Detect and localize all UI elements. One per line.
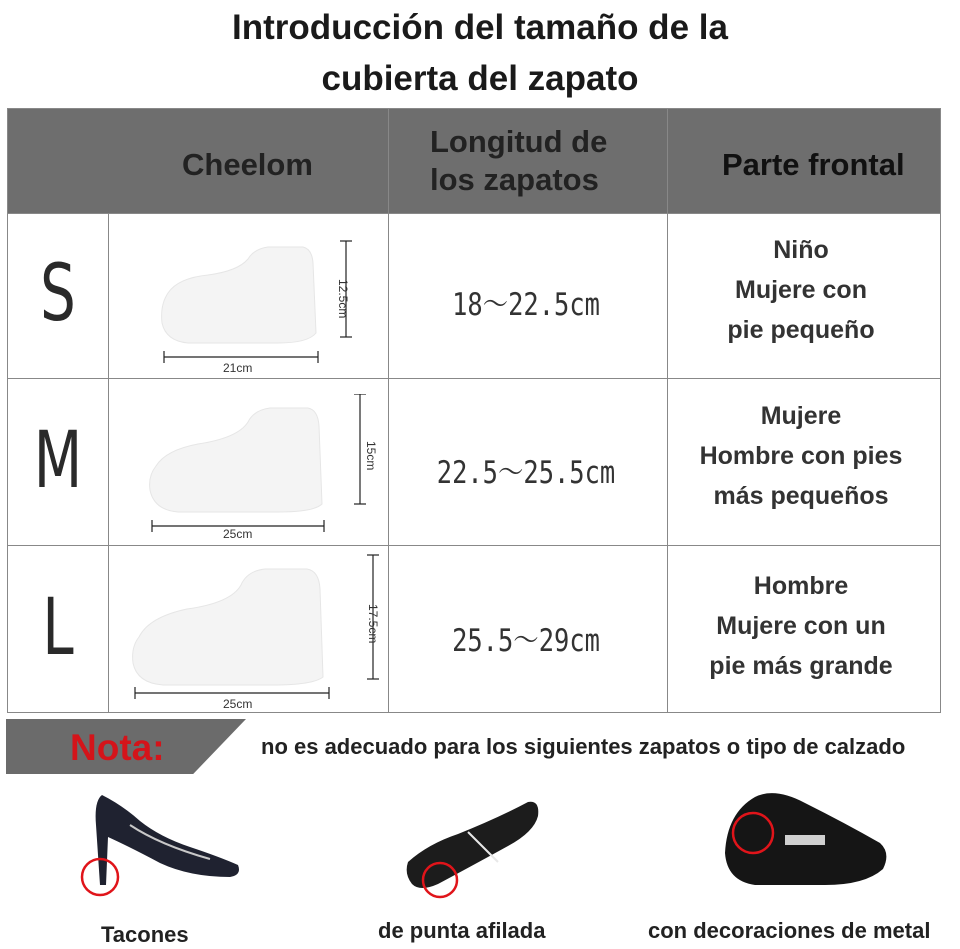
length-m: 22.5～25.5cm <box>436 455 616 491</box>
front-s-line-1: Niño <box>773 236 829 264</box>
high-heel-shoe-icon <box>70 785 260 905</box>
page-title <box>0 2 960 104</box>
caption-metal: con decoraciones de metal <box>648 918 931 943</box>
front-s-line-3: pie pequeño <box>727 316 875 344</box>
width-label-s: 21cm <box>223 361 253 375</box>
table-header <box>8 109 940 213</box>
header-length <box>430 123 607 199</box>
height-label-l: 17.5cm <box>366 604 380 644</box>
header-length-line-1: Longitud de <box>430 124 608 159</box>
height-label-s: 12.5cm <box>336 279 350 319</box>
size-letter-s: S <box>40 249 76 339</box>
note-text: no es adecuado para los siguientes zapatos o tipo de calzado <box>261 734 906 759</box>
header-length-line-2: los zapatos <box>430 162 599 197</box>
caption-heels: Tacones <box>101 922 189 947</box>
header-cheelom: Cheelom <box>182 147 313 182</box>
front-m-line-2: Hombre con pies <box>699 442 903 470</box>
metal-loafer-icon <box>715 773 895 903</box>
shoe-cover-s-image <box>148 233 388 373</box>
grid-line <box>108 213 109 712</box>
front-l <box>665 566 937 686</box>
length-l: 25.5～29cm <box>452 623 600 659</box>
grid-line <box>8 378 940 379</box>
height-label-m: 15cm <box>364 441 378 471</box>
grid-line <box>8 213 940 214</box>
front-m <box>665 396 937 516</box>
length-s: 18～22.5cm <box>452 287 600 323</box>
size-table <box>7 108 941 713</box>
title-line-1: Introducción del tamaño de la <box>232 8 728 47</box>
size-letter-m: M <box>33 416 83 506</box>
front-l-line-3: pie más grande <box>709 652 893 680</box>
pointed-flat-shoe-icon <box>398 792 548 902</box>
width-label-l: 25cm <box>223 697 253 711</box>
front-m-line-1: Mujere <box>760 402 842 430</box>
size-letter-l: L <box>42 583 74 673</box>
front-s-line-2: Mujere con <box>735 276 867 304</box>
width-label-m: 25cm <box>223 527 253 541</box>
front-s <box>665 230 937 350</box>
front-l-line-1: Hombre <box>753 572 849 600</box>
caption-pointed: de punta afilada <box>378 918 546 943</box>
front-l-line-2: Mujere con un <box>716 612 886 640</box>
grid-line <box>8 545 940 546</box>
title-line-2: cubierta del zapato <box>321 59 639 98</box>
front-m-line-3: más pequeños <box>713 482 889 510</box>
grid-line <box>388 109 389 712</box>
shoe-cover-m-image <box>138 394 388 544</box>
shoe-cover-l-image <box>123 553 388 711</box>
note-label: Nota: <box>70 727 165 768</box>
header-front: Parte frontal <box>722 147 905 182</box>
